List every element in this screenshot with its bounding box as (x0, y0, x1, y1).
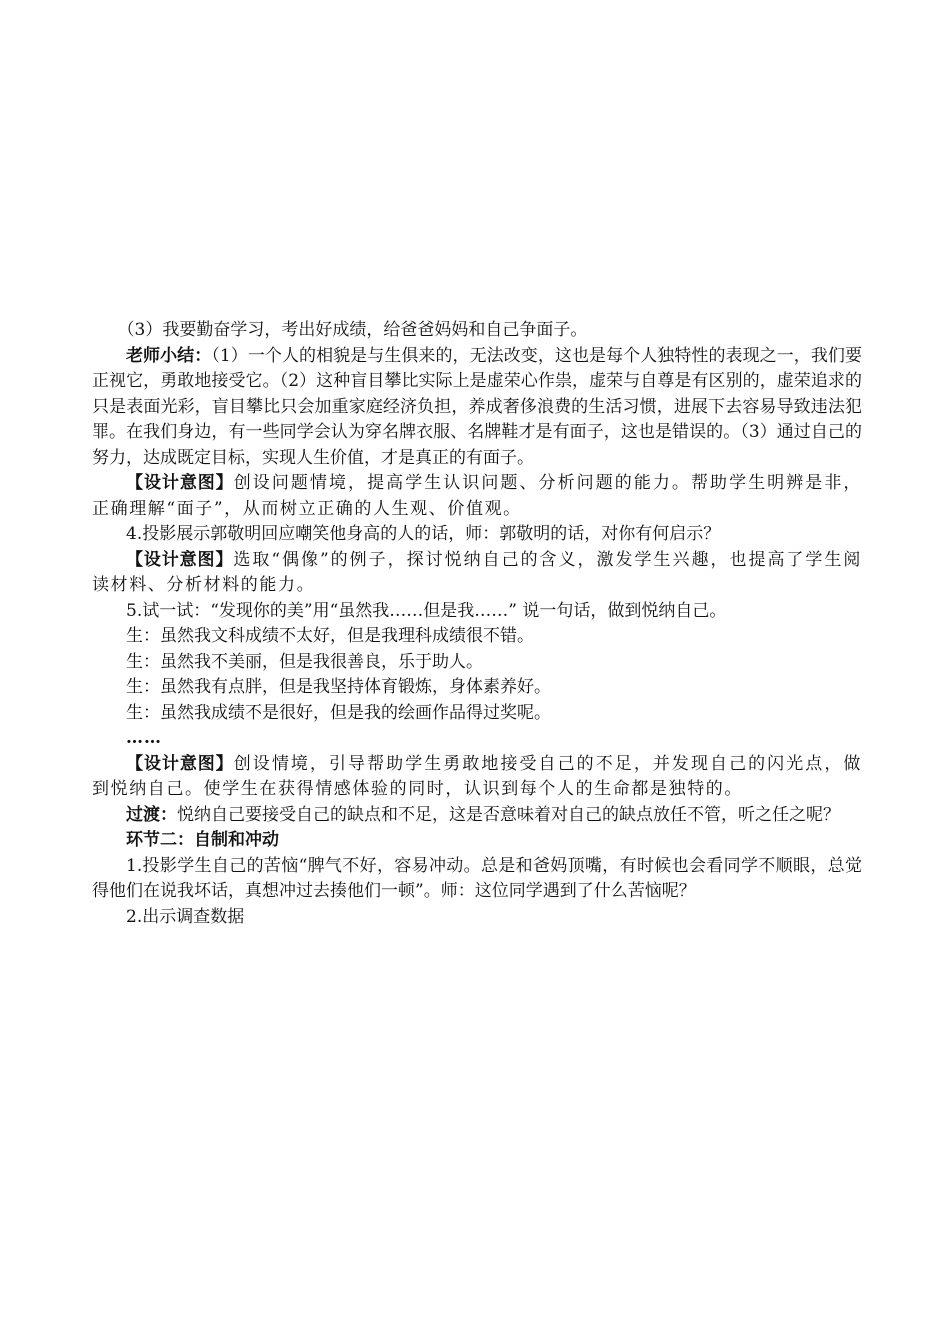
teacher-summary-text: （1）一个人的相貌是与生俱来的，无法改变，这也是每个人独特性的表现之一，我们要正视它，勇敢地接受它。（2）这种盲目攀比实际上是虚荣心作祟，虚荣与自尊是有区别的，虚荣追求的只是表面光彩，盲目攀比只会加重家庭经济负担，养成奢侈浪费的生活习惯，进展下去容易导致违法犯罪。在我们身边，有一些同学会认为穿名牌衣服、名牌鞋才是有面子，这也是错误的。（3）通过自己的努力，达成既定目标，实现人生价值，才是真正的有面子。 (92, 345, 862, 468)
paragraph-student-answer-3: （3）我要勤奋学习，考出好成绩，给爸爸妈妈和自己争面子。 (117, 320, 588, 340)
design-intent-text-3: 创设情境，引导帮助学生勇敢地接受自己的不足，并发现自己的闪光点，做到悦纳自己。使学生在获得情感体验的同时，认识到每个人的生命都是独特的。 (92, 753, 862, 799)
paragraph-teacher-summary (92, 344, 862, 472)
paragraph-question-2: 2.出示调查数据 (126, 906, 245, 927)
student-reply-4: 生：虽然我成绩不是很好，但是我的绘画作品得过奖呢。 (126, 702, 551, 723)
teacher-summary-label: 老师小结： (126, 345, 212, 366)
paragraph-design-intent-1 (92, 471, 862, 522)
ellipsis-line: …… (126, 728, 162, 748)
paragraph-question-1: 1.投影学生自己的苦恼“脾气不好，容易冲动。总是和爸妈顶嘴，有时候也会看同学不顺眼，总觉得他们在说我坏话，真想冲过去揍他们一顿”。师：这位同学遇到了什么苦恼呢？ (92, 855, 862, 901)
document-body (92, 318, 862, 930)
paragraph-design-intent-3 (92, 752, 862, 803)
design-intent-text-1: 创设问题情境，提高学生认识问题、分析问题的能力。帮助学生明辨是非，正确理解“面子”，从而树立正确的人生观、价值观。 (92, 473, 862, 519)
student-reply-1: 生：虽然我文科成绩不太好，但是我理科成绩很不错。 (126, 626, 534, 646)
paragraph-design-intent-2 (92, 548, 862, 599)
student-reply-2: 生：虽然我不美丽，但是我很善良，乐于助人。 (126, 651, 483, 672)
paragraph-step-5: 5.试一试：“发现你的美”用“虽然我……但是我……” 说一句话，做到悦纳自己。 (126, 600, 727, 621)
paragraph-step-4: 4.投影展示郭敬明回应嘲笑他身高的人的话，师：郭敬明的话，对你有何启示？ (126, 524, 721, 544)
design-intent-label-3: 【设计意图】 (126, 753, 234, 774)
transition-label: 过渡： (126, 804, 177, 825)
design-intent-text-2: 选取“偶像”的例子，探讨悦纳自己的含义，激发学生兴趣，也提高了学生阅读材料、分析材料的能力。 (92, 549, 863, 595)
paragraph-transition (92, 803, 862, 829)
section-heading-2: 环节二：自制和冲动 (126, 830, 279, 850)
design-intent-label-2: 【设计意图】 (126, 549, 234, 570)
transition-text: 悦纳自己要接受自己的缺点和不足，这是否意味着对自己的缺点放任不管，听之任之呢？ (177, 804, 840, 825)
student-reply-3: 生：虽然我有点胖，但是我坚持体育锻炼，身体素养好。 (126, 677, 551, 697)
design-intent-label-1: 【设计意图】 (126, 473, 234, 493)
